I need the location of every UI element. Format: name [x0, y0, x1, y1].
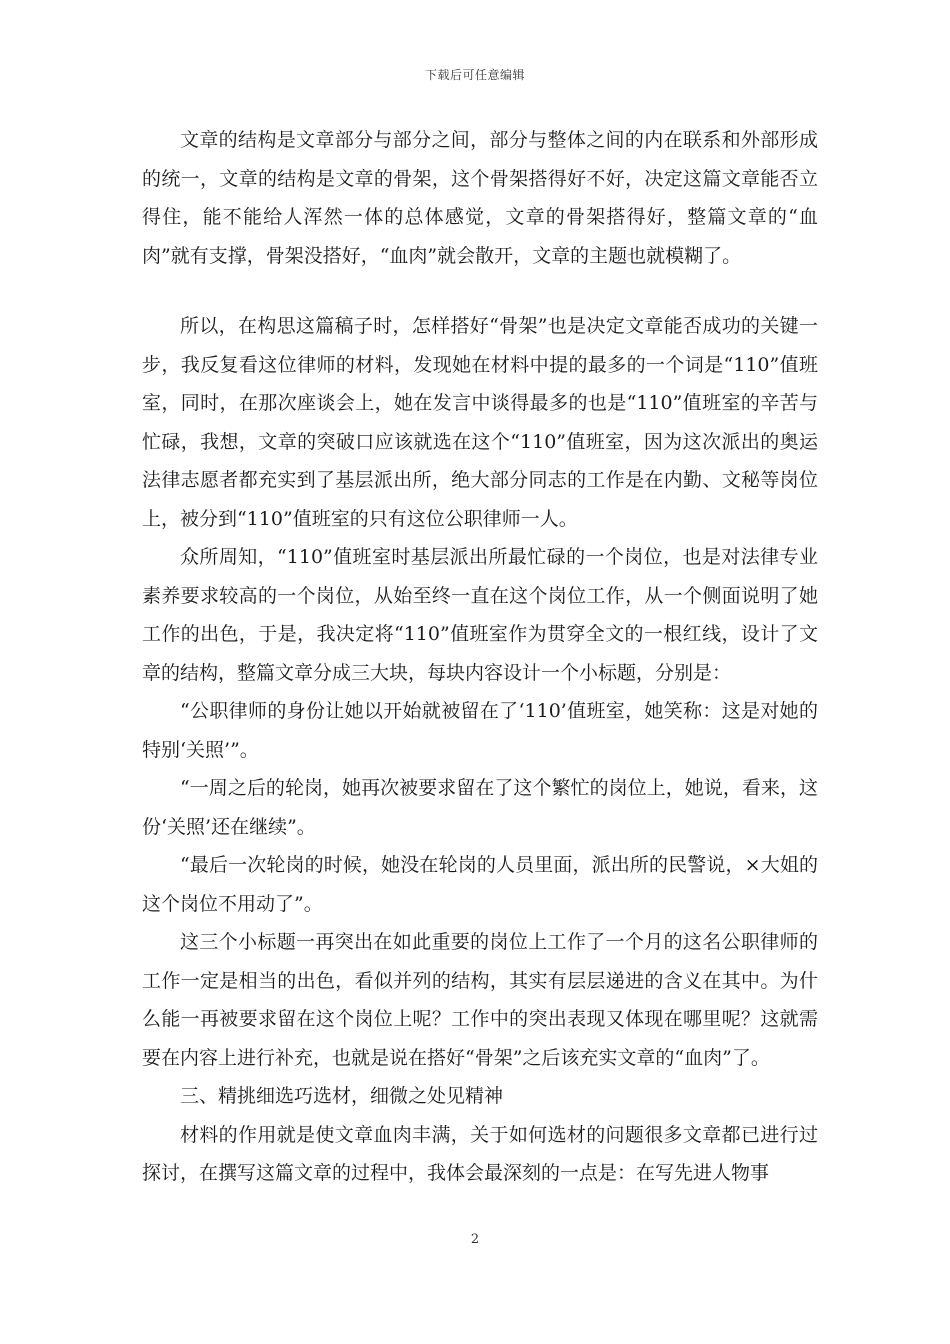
- subtitle-quote-2: “一周之后的轮岗，她再次被要求留在了这个繁忙的岗位上，她说，看来，这份‘关照’还在继续”。: [142, 777, 818, 838]
- subtitle-quote-3: “最后一次轮岗的时候，她没在轮岗的人员里面，派出所的民警说，×大姐的这个岗位不用动了”。: [142, 854, 818, 915]
- paragraph-gap: [142, 275, 818, 307]
- paragraph-well-known: 众所周知，“110”值班室时基层派出所最忙碌的一个岗位，也是对法律专业素养要求较高的一个岗位，从始至终一直在这个岗位工作，从一个侧面说明了她工作的出色，于是，我决定将“110”值班室作为贯穿全文的一根红线，设计了文章的结构，整篇文章分成三大块，每块内容设计一个小标题，分别是：: [142, 546, 818, 684]
- section-heading: 三、精挑细选巧选材，细微之处见精神: [180, 1085, 504, 1107]
- subtitle-quote-1: “公职律师的身份让她以开始就被留在了‘110’值班室，她笑称：这是对她的特别‘关照’”。: [142, 700, 818, 761]
- page-number: 2: [470, 1232, 480, 1247]
- paragraph-structure: 文章的结构是文章部分与部分之间，部分与整体之间的内在联系和外部形成的统一，文章的结构是文章的骨架，这个骨架搭得好不好，决定这篇文章能否立得住，能不能给人浑然一体的总体感觉，文章的骨架搭得好，整篇文章的“血肉”就有支撑，骨架没搭好，“血肉”就会散开，文章的主题也就模糊了。: [142, 129, 818, 267]
- paragraph-material: 材料的作用就是使文章血肉丰满，关于如何选材的问题很多文章都已进行过探讨，在撰写这篇文章的过程中，我体会最深刻的一点是：在写先进人物事: [142, 1123, 818, 1184]
- paragraph-framework: 所以，在构思这篇稿子时，怎样搭好“骨架”也是决定文章能否成功的关键一步，我反复看这位律师的材料，发现她在材料中提的最多的一个词是“110”值班室，同时，在那次座谈会上，她在发言中谈得最多的也是“110”值班室的辛苦与忙碌，我想，文章的突破口应该就选在这个“110”值班室，因为这次派出的奥运法律志愿者都充实到了基层派出所，绝大部分同志的工作是在内勤、文秘等岗位上，被分到“110”值班室的只有这位公职律师一人。: [142, 315, 818, 530]
- paragraph-subtitles-summary: 这三个小标题一再突出在如此重要的岗位上工作了一个月的这名公职律师的工作一定是相当的出色，看似并列的结构，其实有层层递进的含义在其中。为什么能一再被要求留在这个岗位上呢？工作中的突出表现又体现在哪里呢？这就需要在内容上进行补充，也就是说在搭好“骨架”之后该充实文章的“血肉”了。: [142, 931, 818, 1069]
- document-body: [142, 121, 818, 1193]
- page-header: 下载后可任意编辑: [424, 68, 525, 82]
